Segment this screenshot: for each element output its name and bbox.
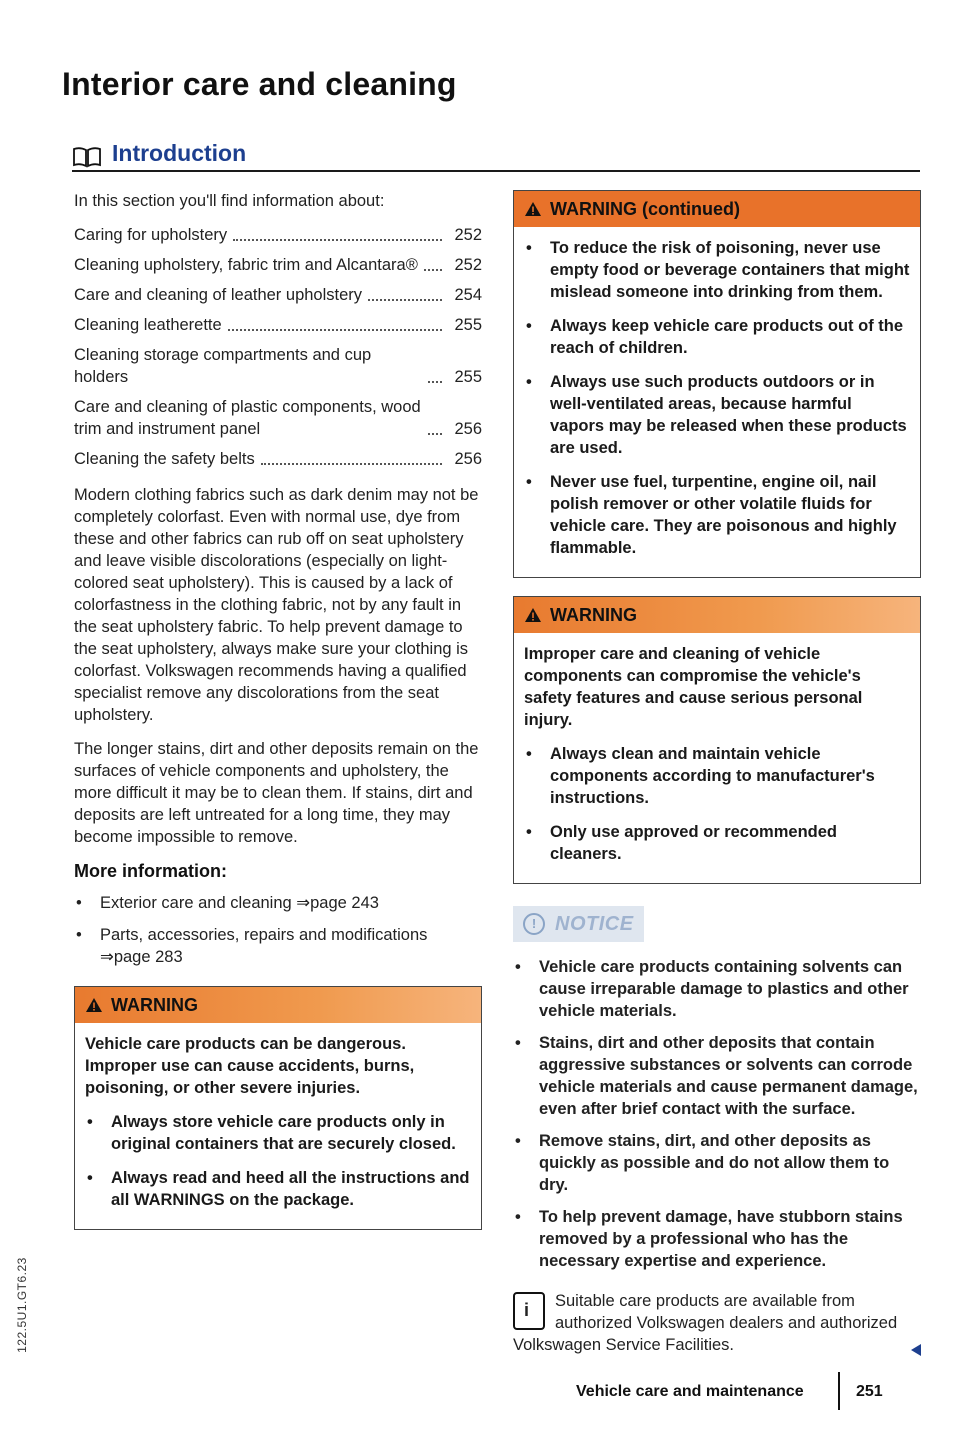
toc-item-page: 256 [454, 450, 482, 468]
document-code: 122.5U1.GT6.23 [15, 1257, 29, 1353]
warning-item: • Always clean and maintain vehicle components according to manufacturer's instructions. [524, 743, 910, 809]
warning-body [514, 633, 920, 883]
warning-continued-box [513, 190, 921, 578]
toc-item[interactable] [74, 314, 482, 336]
toc-item-title: Care and cleaning of leather upholstery [74, 286, 363, 304]
page-title: Interior care and cleaning [62, 66, 457, 102]
cross-reference-link[interactable]: • Parts, accessories, repairs and modifications ⇒page 283 [74, 924, 482, 968]
more-info-list [74, 892, 482, 968]
warning-item: • Always use such products outdoors or in well-ventilated areas, because harmful vapors may be released when these products are used. [524, 371, 910, 459]
toc-item[interactable] [74, 448, 482, 470]
warning-lead: Vehicle care products can be dangerous. Improper use can cause accidents, burns, poisoning, or other severe injuries. [85, 1035, 415, 1097]
right-column [513, 190, 921, 1356]
section-end-arrow-icon [911, 1344, 921, 1356]
toc-item-page: 255 [454, 368, 482, 386]
warning-triangle-icon [524, 201, 542, 217]
toc-item[interactable] [74, 254, 482, 276]
warning-item: • To reduce the risk of poisoning, never use empty food or beverage containers that might mislead someone into drinking from them. [524, 237, 910, 303]
notice-item: • Remove stains, dirt, and other deposits as quickly as possible and do not allow them to dry. [513, 1130, 921, 1196]
notice-item: • To help prevent damage, have stubborn stains removed by a professional who has the necessary expertise and experience. [513, 1206, 921, 1272]
warning-item: • Always store vehicle care products only in original containers that are securely closed. [85, 1111, 471, 1155]
toc-item-page: 256 [454, 420, 482, 438]
warning-list [524, 743, 910, 865]
notice-header [513, 906, 644, 942]
toc-item[interactable] [74, 284, 482, 306]
notice-item: • Stains, dirt and other deposits that contain aggressive substances or solvents can corrode vehicle materials and cause permanent damage, even after brief contact with the surface. [513, 1032, 921, 1120]
toc-list [74, 224, 482, 470]
toc-item[interactable] [74, 396, 482, 440]
cross-reference-link[interactable]: • Exterior care and cleaning ⇒page 243 [74, 892, 482, 914]
warning-box [513, 596, 921, 884]
toc-item-page: 252 [454, 226, 482, 244]
warning-item: • Never use fuel, turpentine, engine oil, nail polish remover or other volatile fluids for vehicle care. They are poisonous and highly flammable. [524, 471, 910, 559]
notice-icon: ! [523, 913, 545, 935]
notice-list [513, 956, 921, 1272]
section-header [72, 140, 920, 174]
notice-item: • Vehicle care products containing solvents can cause irreparable damage to plastics and other vehicle materials. [513, 956, 921, 1022]
body-paragraph: Modern clothing fabrics such as dark denim may not be completely colorfast. Even with normal use, dye from these and other fabrics can rub off on seat upholstery and leave visible discolorations (especially on light-colored seat upholstery). This is caused by a lack of colorfastness in the clothing fabric, not by any fault in the seat upholstery fabric. To help prevent damage to the seat upholstery, always make sure your clothing is colorfast. Volkswagen recommends having a qualified specialist remove any discolorations from the seat upholstery. [74, 486, 479, 724]
section-title: Introduction [112, 140, 247, 166]
warning-triangle-icon [85, 997, 103, 1013]
warning-header [514, 191, 920, 227]
more-info-heading: More information: [74, 861, 227, 881]
section-divider [72, 170, 920, 172]
warning-label: WARNING [550, 605, 637, 625]
warning-item: • Always keep vehicle care products out of the reach of children. [524, 315, 910, 359]
warning-label: WARNING (continued) [550, 199, 740, 219]
toc-item-title: Cleaning the safety belts [74, 450, 255, 468]
footer-divider [838, 1372, 840, 1410]
warning-body [75, 1023, 481, 1229]
tip-text: Suitable care products are available from authorized Volkswagen dealers and authorized Volkswagen Service Facilities. [513, 1292, 898, 1354]
warning-item: • Only use approved or recommended cleaners. [524, 821, 910, 865]
book-icon [72, 146, 102, 168]
tip-box [513, 1290, 921, 1356]
toc-item-title: Cleaning leatherette [74, 316, 222, 334]
warning-box [74, 986, 482, 1230]
warning-label: WARNING [111, 995, 198, 1015]
footer-section-title: Vehicle care and maintenance [576, 1383, 804, 1400]
toc-item-page: 255 [454, 316, 482, 334]
body-paragraph: The longer stains, dirt and other deposits remain on the surfaces of vehicle components and upholstery, the more difficult it may be to clean them. If stains, dirt and deposits are left untreated for a long time, they may become impossible to remove. [74, 740, 479, 846]
warning-lead: Improper care and cleaning of vehicle components can compromise the vehicle's safety features and cause serious personal injury. [524, 645, 863, 729]
toc-item-title: Caring for upholstery [74, 226, 228, 244]
page-number: 251 [856, 1383, 883, 1400]
warning-list [524, 237, 910, 559]
warning-header [514, 597, 920, 633]
notice-label: NOTICE [555, 913, 634, 935]
warning-item: • Always read and heed all the instructions and all WARNINGS on the package. [85, 1167, 471, 1211]
toc-item[interactable] [74, 224, 482, 246]
toc-item-page: 252 [454, 256, 482, 274]
warning-header [75, 987, 481, 1023]
toc-item-title: Cleaning upholstery, fabric trim and Alcantara® [74, 256, 418, 274]
toc-item-title: Cleaning storage compartments and cup holders [74, 346, 372, 386]
warning-body [514, 227, 920, 577]
toc-item[interactable] [74, 344, 482, 388]
info-tip-icon: i [513, 1292, 545, 1330]
toc-item-page: 254 [454, 286, 482, 304]
intro-text: In this section you'll find information about: [74, 192, 385, 210]
toc-item-title: Care and cleaning of plastic components, wood trim and instrument panel [74, 398, 421, 438]
warning-list [85, 1111, 471, 1211]
left-column [74, 190, 482, 1248]
warning-triangle-icon [524, 607, 542, 623]
